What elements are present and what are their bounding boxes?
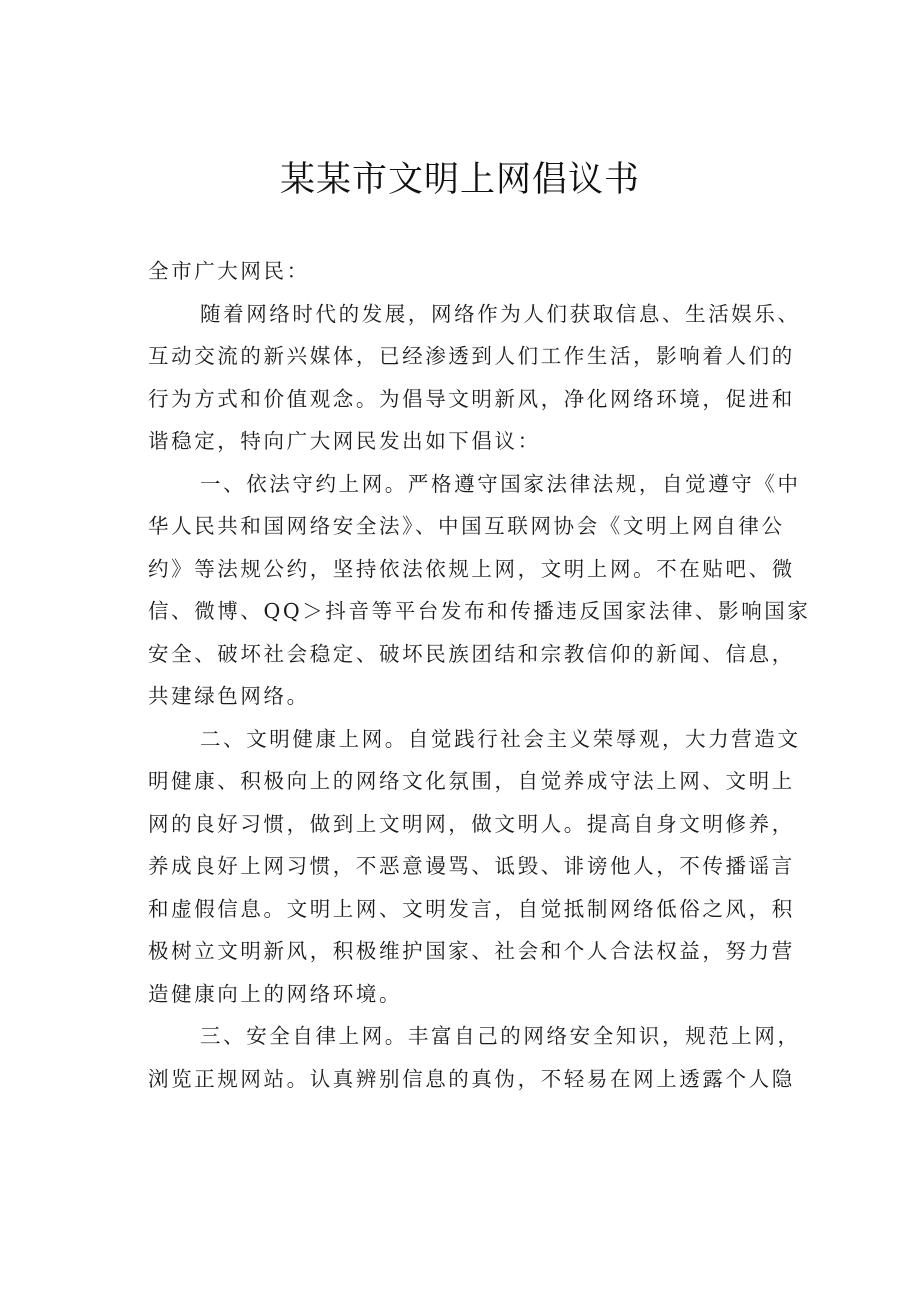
paragraph-line: 明健康、积极向上的网络文化氛围，自觉养成守法上网、文明上: [148, 769, 795, 793]
paragraph-line: 网的良好习惯，做到上文明网，做文明人。提高自身文明修养，: [148, 811, 795, 836]
paragraph-item-2: [148, 718, 812, 1016]
paragraph-line: 约》等法规公约，坚持依法依规上网，文明上网。不在贴吧、微: [148, 556, 795, 581]
paragraph-line: 安全、破坏社会稳定、破坏民族团结和宗教信仰的新闻、信息，: [148, 641, 795, 666]
document-title: 某某市文明上网倡议书: [279, 160, 640, 200]
paragraph-line: 浏览正规网站。认真辨别信息的真伪，不轻易在网上透露个人隐: [148, 1066, 795, 1091]
paragraph-line: 极树立文明新风，积极维护国家、社会和个人合法权益，努力营: [148, 939, 795, 963]
paragraph-line: 养成良好上网习惯，不恶意谩骂、诋毁、诽谤他人，不传播谣言: [148, 854, 795, 878]
paragraph-line: 三、安全自律上网。丰富自己的网络安全知识，规范上网，: [200, 1024, 801, 1048]
paragraph-line: 共建绿色网络。: [148, 684, 310, 708]
paragraph-line: 随着网络时代的发展，网络作为人们获取信息、生活娱乐、: [200, 301, 801, 326]
paragraph-line: 信、微博、QQ＞抖音等平台发布和传播违反国家法律、影响国家: [148, 599, 811, 623]
paragraph-line: 和虚假信息。文明上网、文明发言，自觉抵制网络低俗之风，积: [148, 896, 795, 921]
paragraph-line: 二、文明健康上网。自觉践行社会主义荣辱观，大力营造文: [200, 726, 801, 751]
greeting: 全市广大网民：: [148, 259, 310, 283]
paragraph-line: 造健康向上的网络环境。: [148, 981, 403, 1006]
document-body: [148, 250, 812, 1100]
paragraph-item-1: [148, 463, 812, 718]
paragraph-line: 一、依法守约上网。严格遵守国家法律法规，自觉遵守《中: [200, 471, 801, 496]
paragraph-item-3: [148, 1015, 812, 1100]
paragraph-line: 行为方式和价值观念。为倡导文明新风，净化网络环境，促进和: [148, 386, 795, 411]
paragraph-intro: [148, 293, 812, 463]
paragraph-line: 互动交流的新兴媒体，已经渗透到人们工作生活，影响着人们的: [148, 344, 795, 368]
paragraph-line: 谐稳定，特向广大网民发出如下倡议：: [148, 429, 541, 453]
paragraph-line: 华人民共和国网络安全法》、中国互联网协会《文明上网自律公: [148, 514, 785, 538]
